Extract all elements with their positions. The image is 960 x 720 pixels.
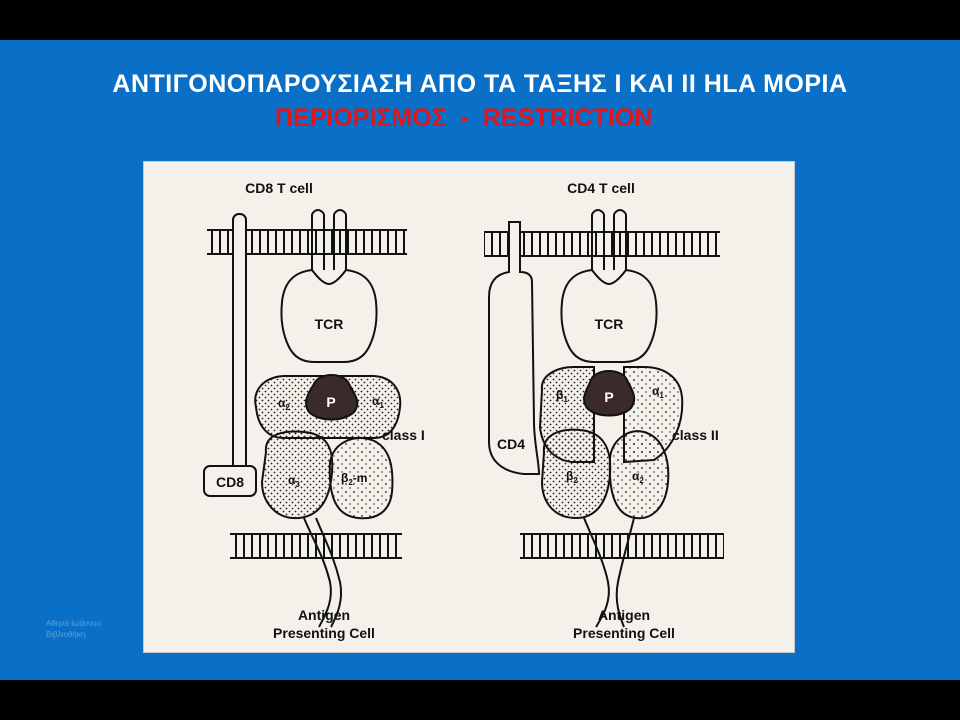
svg-text:β2: $\beta_2$ [566, 469, 578, 485]
svg-text:α3: $\alpha_3$ [288, 473, 300, 489]
right-panel [484, 180, 724, 641]
credit-line-2: Βιβλιοθήκη [46, 630, 86, 639]
svg-text:α2: $\alpha_2$ [278, 396, 290, 412]
svg-text:β2-m: $\beta_2-m$ [341, 471, 368, 487]
left-panel [204, 180, 425, 641]
peptide-right-label: P [604, 389, 614, 405]
beta2-label: β [566, 469, 574, 483]
credit-text [46, 618, 101, 640]
alpha2-right-label: α [632, 469, 640, 483]
tcr-left-label: TCR [314, 316, 344, 332]
svg-text:α2: $\alpha_2$ [632, 469, 644, 485]
alpha2-left-label: α [278, 396, 286, 410]
cd8-t-cell-label: CD8 T cell [245, 180, 313, 196]
apc-left-label-2: Presenting Cell [273, 625, 375, 641]
svg-text:β1: $\beta_1$ [556, 388, 568, 404]
tcr-right-label: TCR [594, 316, 624, 332]
cd4-label: CD4 [496, 436, 526, 452]
alpha3-label: α [288, 473, 296, 487]
class-i-label: class I [382, 427, 425, 443]
mhc-class-ii [540, 367, 719, 518]
apc-left-label-1: Antigen [297, 607, 351, 623]
apc-right-label-2: Presenting Cell [573, 625, 675, 641]
svg-text:α1: $\alpha_1$ [652, 384, 664, 400]
cd4-coreceptor [489, 222, 539, 474]
alpha1-left-label: α [372, 394, 380, 408]
slide-subtitle: ΠΕΡΙΟΡΙΣΜΟΣ - RESTRICTION [275, 104, 653, 132]
cd4-t-cell-label: CD4 T cell [567, 180, 635, 196]
cd8-coreceptor [204, 214, 256, 496]
class-ii-label: class II [672, 427, 719, 443]
slide-background [0, 40, 960, 680]
b2m-label: β [341, 471, 349, 485]
apc-membrane-right [520, 534, 724, 558]
svg-text:α1: $\alpha_1$ [372, 394, 384, 410]
apc-right-label-1: Antigen [597, 607, 651, 623]
cd8-label: CD8 [215, 474, 245, 490]
credit-line-1: Αθηνά Ιωάννου [46, 619, 101, 628]
alpha1-right-label: α [652, 384, 660, 398]
mhc-class-i [255, 375, 425, 518]
figure-canvas [144, 162, 794, 652]
peptide-left-label: P [326, 394, 336, 410]
mhc-restriction-figure [143, 161, 795, 653]
beta1-label: β [556, 388, 564, 402]
slide-title: ΑΝΤΙΓΟΝΟΠΑΡΟΥΣΙΑΣΗ ΑΠΟ ΤΑ ΤΑΞΗΣ Ι ΚΑΙ ΙΙ HLA ΜΟΡΙΑ [112, 70, 848, 98]
